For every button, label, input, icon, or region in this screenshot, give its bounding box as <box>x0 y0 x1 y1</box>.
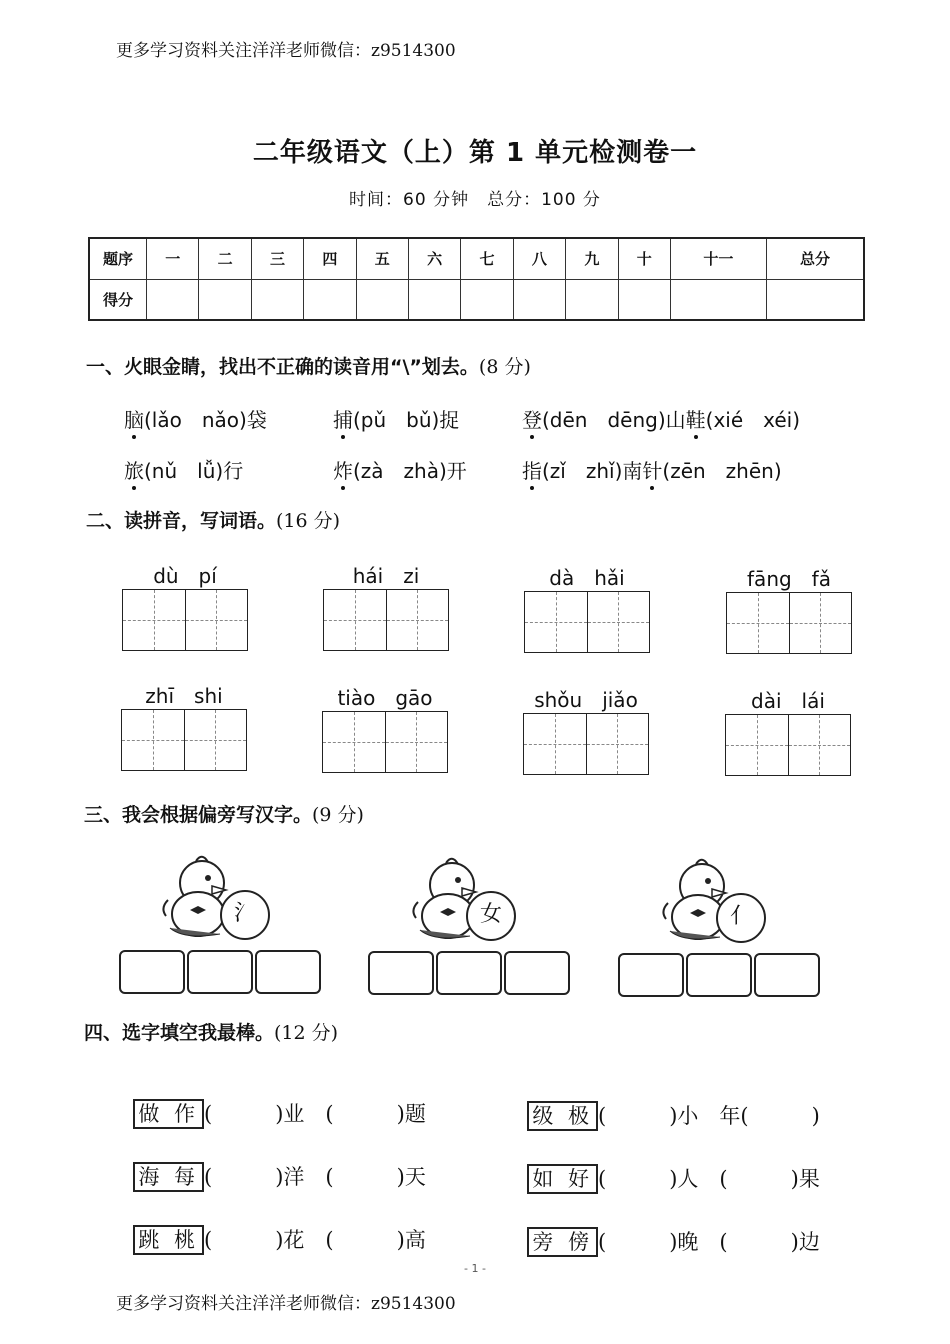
pinyin-word-7 <box>523 684 649 775</box>
page-number: - 1 - <box>464 1262 486 1275</box>
section-4-points: (12 分) <box>274 1022 339 1044</box>
word-tail: 捉 <box>439 408 460 432</box>
pinyin-word-5 <box>121 680 247 771</box>
answer-box[interactable] <box>436 951 502 995</box>
word-tail: 山 <box>665 408 686 432</box>
answer-box[interactable] <box>686 953 752 997</box>
answer-boxes-2 <box>368 951 570 995</box>
writing-grid[interactable] <box>725 714 851 776</box>
section-1-item <box>333 404 459 433</box>
pinyin-label: zhī shi <box>145 684 223 708</box>
marked-char: 针 <box>642 459 663 483</box>
score-cell[interactable] <box>304 279 356 320</box>
answer-box[interactable] <box>368 951 434 995</box>
score-cell[interactable] <box>670 279 766 320</box>
fill-blanks[interactable]: ( )花 ( )高 <box>204 1228 426 1252</box>
score-cell[interactable] <box>356 279 408 320</box>
col-header: 总分 <box>766 238 864 279</box>
word-tail: 开 <box>446 459 467 483</box>
char-pair: 海 每 <box>133 1162 204 1192</box>
col-header: 五 <box>356 238 408 279</box>
score-cell[interactable] <box>408 279 460 320</box>
col-header: 九 <box>566 238 618 279</box>
pinyin-label: dà hǎi <box>549 566 625 590</box>
section-1-heading <box>86 352 531 379</box>
choice-item <box>514 1076 820 1130</box>
answer-box[interactable] <box>618 953 684 997</box>
answer-box[interactable] <box>504 951 570 995</box>
pinyin-options[interactable]: (pǔ bǔ) <box>353 408 440 432</box>
row-label: 题序 <box>89 238 147 279</box>
choice-item <box>120 1074 426 1128</box>
section-2-heading <box>86 506 340 533</box>
writing-grid[interactable] <box>726 592 852 654</box>
score-cell[interactable] <box>766 279 864 320</box>
marked-char: 炸 <box>333 459 353 483</box>
header-note: 更多学习资料关注洋洋老师微信：z9514300 <box>116 41 456 61</box>
col-header: 七 <box>461 238 513 279</box>
row-label: 得分 <box>89 279 147 320</box>
score-table-header-row <box>89 238 864 279</box>
choice-item <box>120 1200 426 1254</box>
section-1-item <box>522 455 782 484</box>
marked-char: 鞋 <box>685 408 706 432</box>
marked-char: 捕 <box>333 408 353 432</box>
writing-grid[interactable] <box>121 709 247 771</box>
section-4-heading <box>84 1018 338 1045</box>
choice-item <box>514 1139 820 1193</box>
marked-char: 登 <box>522 408 542 432</box>
score-cell[interactable] <box>513 279 565 320</box>
section-3-heading <box>84 800 364 827</box>
section-2-title: 二、读拼音，写词语。 <box>86 510 277 532</box>
section-4-title: 四、选字填空我最棒。 <box>84 1022 275 1044</box>
score-table-score-row <box>89 279 864 320</box>
col-header: 三 <box>251 238 303 279</box>
section-3-points: (9 分) <box>312 804 364 826</box>
choice-item <box>120 1137 426 1191</box>
col-header: 一 <box>147 238 199 279</box>
answer-box[interactable] <box>119 950 185 994</box>
pinyin-word-2 <box>323 560 449 651</box>
fill-blanks[interactable]: ( )晚 ( )边 <box>598 1230 820 1254</box>
answer-box[interactable] <box>187 950 253 994</box>
pinyin-label: dù pí <box>153 564 217 588</box>
pinyin-word-4 <box>726 563 852 654</box>
pinyin-label: fāng fǎ <box>747 567 831 591</box>
score-cell[interactable] <box>566 279 618 320</box>
radical-circle: 女 <box>466 891 516 941</box>
answer-box[interactable] <box>754 953 820 997</box>
marked-char: 脑 <box>124 408 144 432</box>
writing-grid[interactable] <box>122 589 248 651</box>
fill-blanks[interactable]: ( )小 年( ) <box>598 1104 820 1128</box>
word-tail: 行 <box>223 459 244 483</box>
pinyin-options[interactable]: (zǐ zhǐ) <box>542 459 623 483</box>
writing-grid[interactable] <box>322 711 448 773</box>
score-cell[interactable] <box>461 279 513 320</box>
marked-char: 旅 <box>124 459 144 483</box>
section-1-item <box>124 404 267 433</box>
writing-grid[interactable] <box>323 589 449 651</box>
pinyin-word-1 <box>122 560 248 651</box>
pinyin-label: tiào gāo <box>337 686 433 710</box>
pinyin-label: hái zi <box>352 564 420 588</box>
answer-boxes-1 <box>119 950 321 994</box>
word-tail: 南 <box>622 459 643 483</box>
col-header: 二 <box>199 238 251 279</box>
score-cell[interactable] <box>147 279 199 320</box>
col-header: 十一 <box>670 238 766 279</box>
fill-blanks[interactable]: ( )业 ( )题 <box>204 1102 426 1126</box>
col-header: 六 <box>408 238 460 279</box>
choice-item <box>514 1202 820 1256</box>
char-pair: 如 好 <box>527 1164 598 1194</box>
char-pair: 跳 桃 <box>133 1225 204 1255</box>
section-1-title: 一、火眼金睛，找出不正确的读音用“\”划去。 <box>86 356 479 378</box>
marked-char: 指 <box>522 459 542 483</box>
pinyin-options[interactable]: (lǎo nǎo) <box>144 408 247 432</box>
section-1-points: (8 分) <box>478 356 531 378</box>
pinyin-label: shǒu jiǎo <box>534 688 638 712</box>
section-1-item <box>333 455 467 484</box>
score-cell[interactable] <box>251 279 303 320</box>
answer-boxes-3 <box>618 953 820 997</box>
pinyin-word-8 <box>725 685 851 776</box>
section-3-title: 三、我会根据偏旁写汉字。 <box>84 804 313 826</box>
fill-blanks[interactable]: ( )洋 ( )天 <box>204 1165 426 1189</box>
exam-info: 时间：60 分钟 总分：100 分 <box>349 190 601 210</box>
section-2-points: (16 分) <box>276 510 341 532</box>
answer-box[interactable] <box>255 950 321 994</box>
section-1-item <box>124 455 243 484</box>
col-header: 八 <box>513 238 565 279</box>
score-cell[interactable] <box>618 279 670 320</box>
pinyin-word-6 <box>322 682 448 773</box>
section-1-item <box>522 404 800 433</box>
col-header: 四 <box>304 238 356 279</box>
footer-note: 更多学习资料关注洋洋老师微信：z9514300 <box>116 1294 456 1314</box>
score-cell[interactable] <box>199 279 251 320</box>
radical-circle: 亻 <box>716 893 766 943</box>
pinyin-word-3 <box>524 562 650 653</box>
pinyin-options[interactable]: (zà zhà) <box>353 459 447 483</box>
col-header: 十 <box>618 238 670 279</box>
pinyin-options[interactable]: (xié xéi) <box>705 408 801 432</box>
pinyin-options[interactable]: (nǔ lǚ) <box>144 459 224 483</box>
char-pair: 级 极 <box>527 1101 598 1131</box>
fill-blanks[interactable]: ( )人 ( )果 <box>598 1167 820 1191</box>
pinyin-options[interactable]: (zēn zhēn) <box>662 459 782 483</box>
page-title: 二年级语文（上）第 1 单元检测卷一 <box>252 138 698 168</box>
radical-circle: 氵 <box>220 890 270 940</box>
writing-grid[interactable] <box>523 713 649 775</box>
pinyin-label: dài lái <box>751 689 825 713</box>
word-tail: 袋 <box>246 408 267 432</box>
char-pair: 旁 傍 <box>527 1227 598 1257</box>
score-table <box>88 237 865 321</box>
char-pair: 做 作 <box>133 1099 204 1129</box>
pinyin-options[interactable]: (dēn dēng) <box>542 408 666 432</box>
writing-grid[interactable] <box>524 591 650 653</box>
